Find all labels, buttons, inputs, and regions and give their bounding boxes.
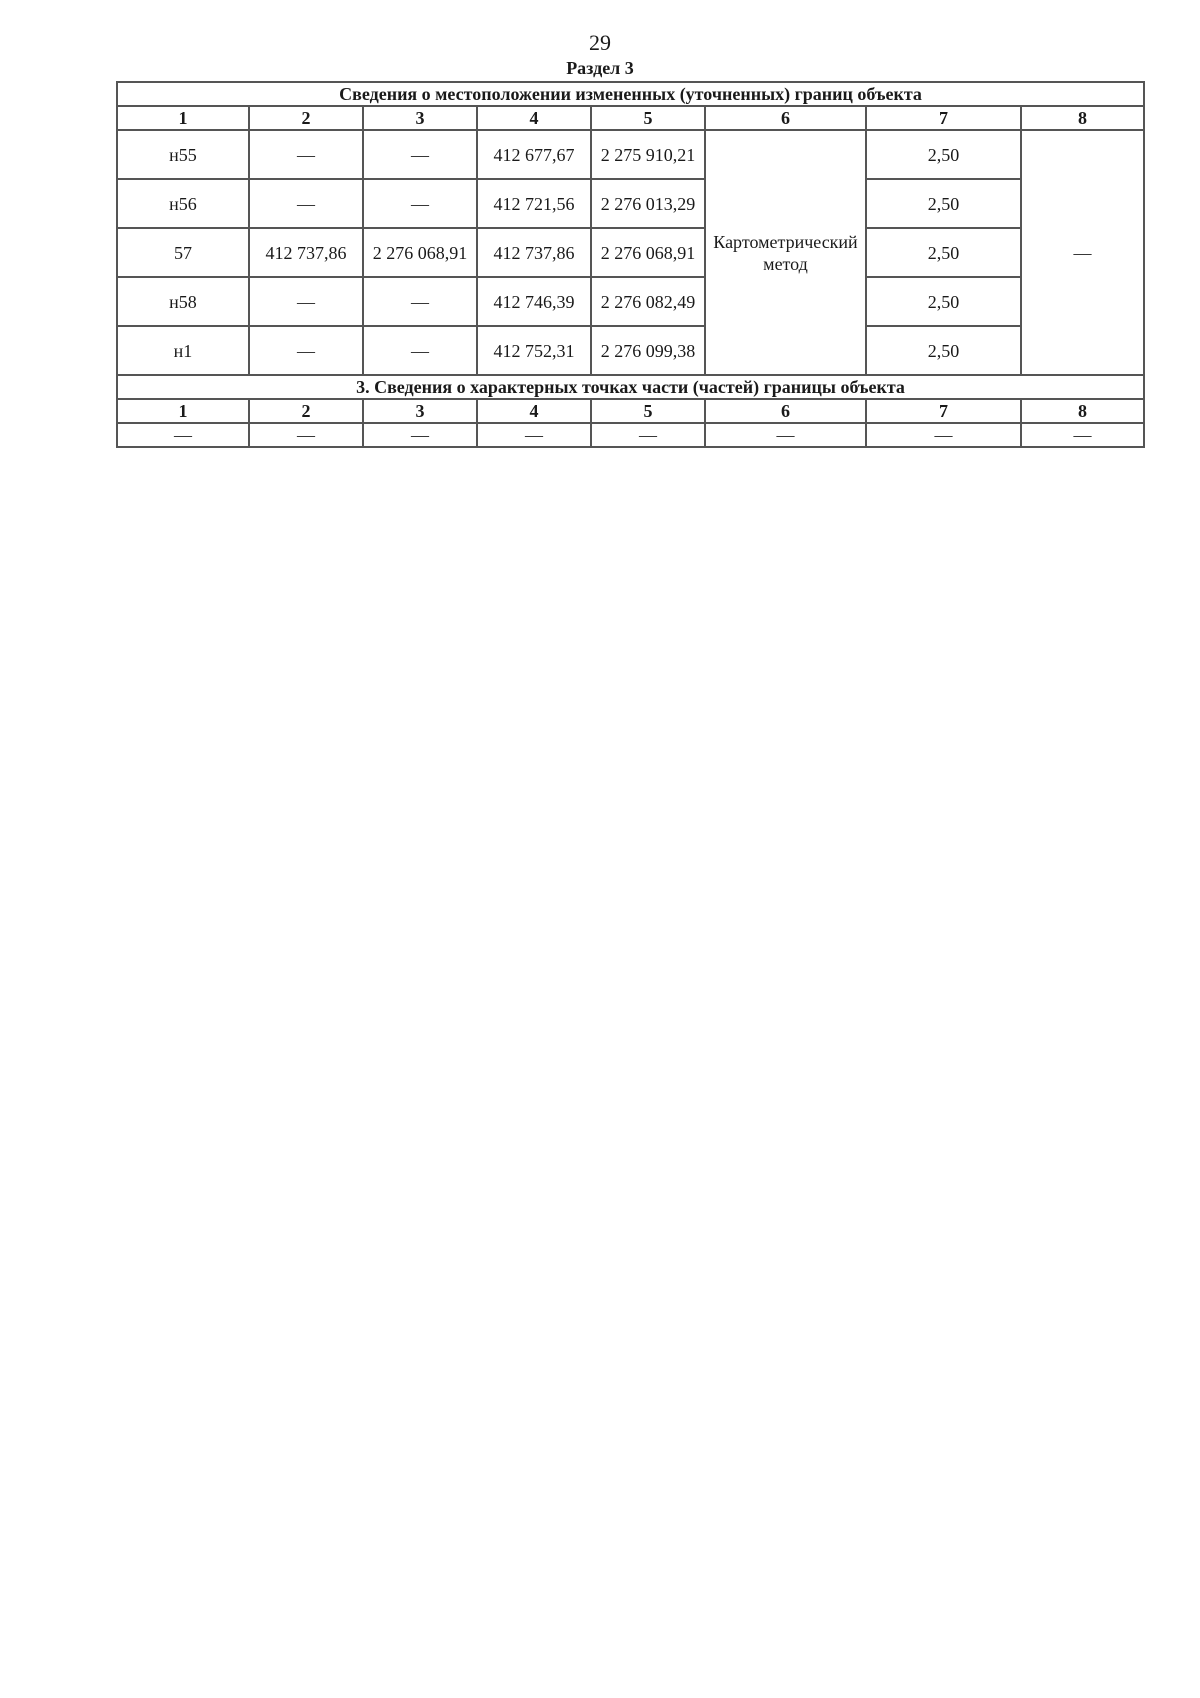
new-x: 412 752,31 [477,326,591,375]
precision: 2,50 [866,130,1021,179]
new-y: 2 275 910,21 [591,130,705,179]
old-x: — [249,179,363,228]
empty-cell: — [117,423,249,447]
column-number: 7 [866,106,1021,130]
old-y: — [363,179,477,228]
column-number: 7 [866,399,1021,423]
column-number: 3 [363,399,477,423]
old-x: — [249,130,363,179]
point-name: н1 [117,326,249,375]
old-y: — [363,326,477,375]
table-row [117,326,1144,375]
method-cell: Картометрический метод [705,130,866,375]
point-name: 57 [117,228,249,277]
column-number-row [117,399,1144,423]
new-y: 2 276 013,29 [591,179,705,228]
empty-cell: — [1021,423,1144,447]
empty-cell: — [866,423,1021,447]
column-number: 1 [117,106,249,130]
empty-cell: — [363,423,477,447]
new-x: 412 746,39 [477,277,591,326]
column-number-row [117,106,1144,130]
column-number: 8 [1021,106,1144,130]
old-x: — [249,326,363,375]
table-row [117,423,1144,447]
empty-cell: — [591,423,705,447]
point-name: н55 [117,130,249,179]
table-caption: 3. Сведения о характерных точках части (частей) границы объекта [117,375,1144,399]
column-number: 6 [705,399,866,423]
precision: 2,50 [866,277,1021,326]
table-row [117,130,1144,179]
old-x: 412 737,86 [249,228,363,277]
new-y: 2 276 099,38 [591,326,705,375]
column-number: 1 [117,399,249,423]
old-y: — [363,277,477,326]
old-y: — [363,130,477,179]
empty-cell: — [249,423,363,447]
old-x: — [249,277,363,326]
point-name: н58 [117,277,249,326]
col8-cell: — [1021,130,1144,375]
table-caption: Сведения о местоположении измененных (уточненных) границ объекта [117,82,1144,106]
column-number: 5 [591,399,705,423]
old-y: 2 276 068,91 [363,228,477,277]
column-number: 4 [477,399,591,423]
table-row [117,228,1144,277]
column-number: 2 [249,399,363,423]
precision: 2,50 [866,179,1021,228]
column-number: 3 [363,106,477,130]
column-number: 4 [477,106,591,130]
column-number: 2 [249,106,363,130]
boundary-table [116,81,1145,448]
new-y: 2 276 082,49 [591,277,705,326]
new-x: 412 737,86 [477,228,591,277]
point-name: н56 [117,179,249,228]
empty-cell: — [705,423,866,447]
column-number: 8 [1021,399,1144,423]
table-row [117,277,1144,326]
column-number: 6 [705,106,866,130]
table-row [117,179,1144,228]
precision: 2,50 [866,228,1021,277]
new-x: 412 677,67 [477,130,591,179]
new-x: 412 721,56 [477,179,591,228]
new-y: 2 276 068,91 [591,228,705,277]
column-number: 5 [591,106,705,130]
section-title: Раздел 3 [566,58,634,78]
empty-cell: — [477,423,591,447]
precision: 2,50 [866,326,1021,375]
page-number: 29 [589,30,611,55]
